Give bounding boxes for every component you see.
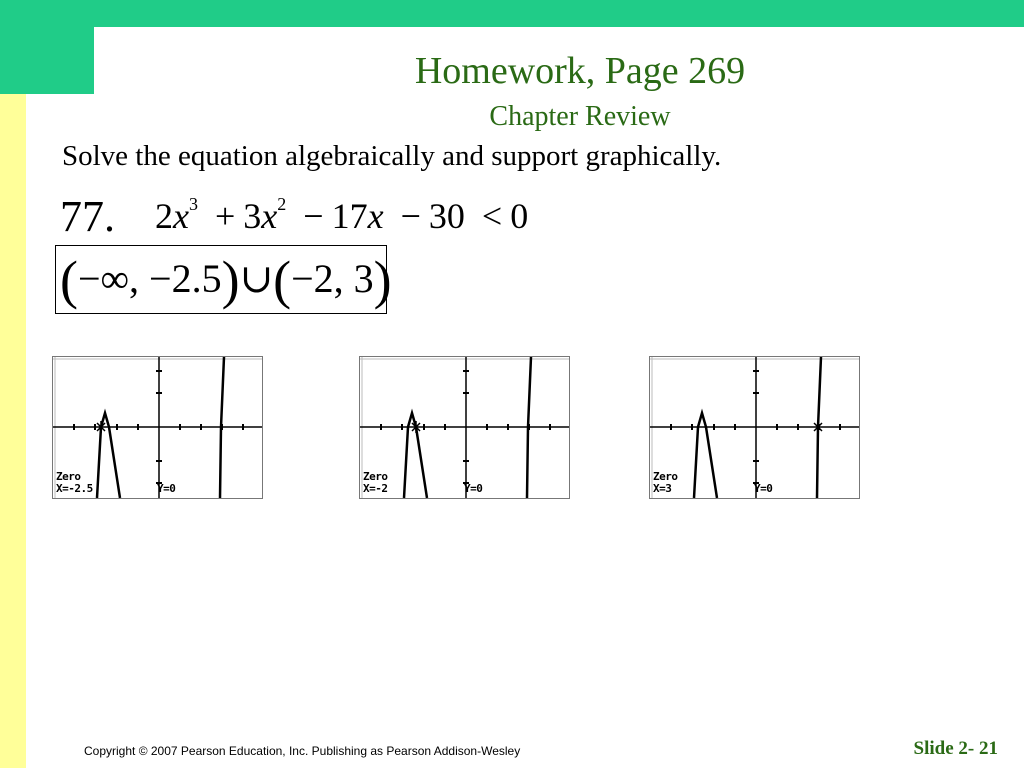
operator-minus-1: − [303,196,324,236]
graph-plot-1 [53,357,262,498]
calculator-screen-1 [52,356,263,499]
graph-plot-2 [360,357,569,498]
slide-number: Slide 2- 21 [913,738,998,759]
close-paren-1: ) [221,250,240,310]
operator-plus: + [214,196,236,236]
zero-label: Zero [363,470,388,483]
y-value-label: Y=0 [157,482,176,495]
left-sidebar-strip [0,94,26,768]
header-bar [0,0,1024,27]
y-value-label: Y=0 [754,482,773,495]
term1-coefficient: 2 [155,196,173,236]
calculator-screen-2 [359,356,570,499]
inequality-equation [155,180,528,240]
calculator-screen-3 [649,356,860,499]
instructions-text: Solve the equation algebraically and support graphically. [62,140,722,172]
right-hand-side: 0 [510,196,529,236]
problem-number: 77. [60,192,115,241]
graph-plot-3 [650,357,859,498]
constant-term: 30 [428,196,465,236]
interval-2: −2, 3 [291,256,374,301]
term1-variable: x [173,196,189,236]
slide-title: Homework, Page 269 [414,50,746,92]
term2-variable: x [261,196,278,236]
open-paren-1: ( [60,250,78,310]
term2-coefficient: 3 [243,196,262,236]
corner-block [0,0,94,94]
answer-interval [60,250,392,310]
less-than-sign: < [481,196,503,236]
open-paren-2: ( [273,250,292,310]
zero-label: Zero [56,470,81,483]
close-paren-2: ) [373,250,392,310]
slide-subtitle: Chapter Review [489,101,671,132]
copyright-text: Copyright © 2007 Pearson Education, Inc. Publishing as Pearson Addison-Wesley [84,744,521,758]
y-value-label: Y=0 [464,482,483,495]
zero-label: Zero [653,470,678,483]
term1-exponent: 3 [188,194,198,214]
operator-minus-2: − [400,196,421,236]
x-value-label: X=-2 [363,482,388,495]
term2-exponent: 2 [277,194,287,214]
union-symbol: ∪ [239,256,274,301]
term3-coefficient: 17 [331,196,368,236]
x-value-label: X=3 [653,482,672,495]
interval-1: −∞, −2.5 [77,256,222,301]
term3-variable: x [367,196,384,236]
x-value-label: X=-2.5 [56,482,93,495]
